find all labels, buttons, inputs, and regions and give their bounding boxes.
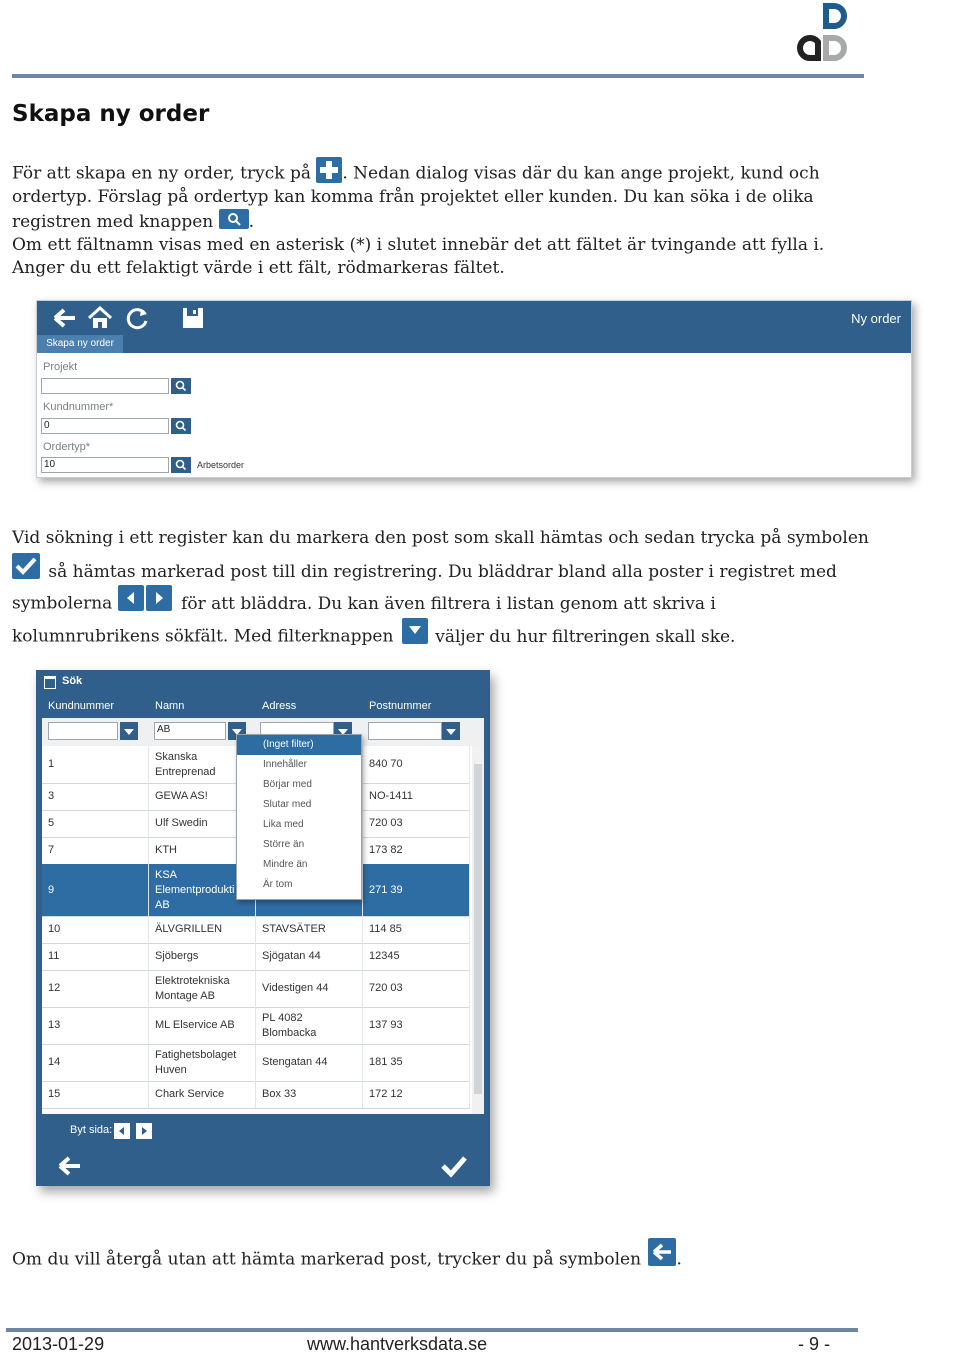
plus-icon: [316, 157, 342, 183]
pager-label: Byt sida:: [70, 1124, 113, 1136]
filter-menu-item[interactable]: Lika med: [263, 819, 304, 830]
page-title: Skapa ny order: [12, 101, 210, 127]
table-cell: 12345: [363, 943, 470, 970]
para2-text: kolumnrubrikens sökfält. Med filterknappen: [12, 626, 394, 647]
save-icon[interactable]: [181, 306, 205, 335]
refresh-icon[interactable]: [125, 306, 151, 335]
projekt-input[interactable]: [41, 378, 169, 394]
search-dialog-header: [36, 670, 490, 694]
pager-bar: [36, 1116, 490, 1146]
ordertyp-search-button[interactable]: [171, 457, 191, 473]
filter-menu-item[interactable]: Större än: [263, 839, 305, 850]
search-icon: [219, 209, 249, 229]
window-title: Ny order: [851, 311, 901, 326]
table-cell: Fatighetsbolaget Huven: [149, 1044, 256, 1081]
para1-line2: ordertyp. Förslag på ordertyp kan komma från projektet eller kunden. Du kan söka i de olika: [12, 187, 814, 207]
table-cell: Sjögatan 44: [256, 943, 363, 970]
para3-text: Om du vill återgå utan att hämta markerad post, trycker du på symbolen: [12, 1249, 642, 1270]
table-cell: KSA Elementprodukti AB: [149, 864, 256, 916]
table-cell: 5: [42, 810, 149, 837]
table-cell: 10: [42, 916, 149, 943]
table-cell: 173 82: [363, 837, 470, 864]
table-cell: 1: [42, 746, 149, 783]
filter-menu-item[interactable]: Innehåller: [263, 759, 307, 770]
filter-menu-item[interactable]: Slutar med: [263, 799, 312, 810]
back-arrow-icon[interactable]: [51, 307, 77, 334]
filter-input-kundnummer[interactable]: [48, 722, 118, 740]
previous-page-icon: [118, 585, 144, 611]
scrollbar-thumb[interactable]: [474, 764, 482, 1094]
table-cell: Elektrotekniska Montage AB: [149, 970, 256, 1007]
para1-line1: [12, 161, 820, 187]
previous-page-button[interactable]: [114, 1123, 130, 1139]
para2-text: för att bläddra. Du kan även filtrera i listan genom att skriva i: [181, 593, 716, 614]
filter-menu-item[interactable]: Är tom: [263, 879, 293, 890]
filter-dropdown-button[interactable]: [120, 722, 138, 740]
table-cell: 9: [42, 864, 149, 916]
footer-url[interactable]: www.hantverksdata.se: [307, 1334, 488, 1354]
table-cell: STAVSÄTER: [256, 916, 363, 943]
filter-menu-item[interactable]: Mindre än: [263, 859, 308, 870]
table-cell: 11: [42, 943, 149, 970]
column-header-postnummer[interactable]: Postnummer: [363, 694, 484, 718]
ordertyp-input[interactable]: 10: [41, 457, 169, 473]
footer-page-number: - 9 -: [798, 1334, 831, 1354]
table-cell: Ulf Swedin: [149, 810, 256, 837]
table-cell: 14: [42, 1044, 149, 1081]
footer-date: 2013-01-29: [12, 1334, 105, 1354]
table-row[interactable]: [42, 916, 470, 944]
table-cell: PL 4082 Blombacka: [256, 1007, 363, 1044]
filter-menu: [236, 734, 362, 900]
table-cell: Sjöbergs: [149, 943, 256, 970]
home-icon[interactable]: [87, 306, 113, 335]
checkmark-icon: [12, 553, 40, 579]
table-cell: NO-1411: [363, 783, 470, 810]
header-rule: [12, 74, 864, 78]
table-cell: 3: [42, 783, 149, 810]
table-cell: 172 12: [363, 1081, 470, 1108]
table-row[interactable]: [42, 970, 470, 1008]
table-row[interactable]: [42, 1007, 470, 1045]
table-cell: 137 93: [363, 1007, 470, 1044]
new-order-dialog-screenshot: [36, 300, 912, 478]
table-cell: 12: [42, 970, 149, 1007]
toolbar: [37, 301, 911, 353]
column-header-kundnummer[interactable]: Kundnummer: [42, 694, 149, 718]
table-cell: 181 35: [363, 1044, 470, 1081]
para2-text: väljer du hur filtreringen skall ske.: [435, 626, 736, 647]
para2-line2: [12, 559, 837, 585]
company-logo: [796, 2, 852, 62]
table-cell: ÄLVGRILLEN: [149, 916, 256, 943]
filter-menu-item[interactable]: Börjar med: [263, 779, 312, 790]
table-cell: 13: [42, 1007, 149, 1044]
table-row[interactable]: [42, 943, 470, 971]
table-cell: Chark Service: [149, 1081, 256, 1108]
back-arrow-icon[interactable]: [56, 1154, 82, 1183]
window-icon: [44, 676, 56, 689]
footer-rule: [6, 1328, 858, 1332]
search-dialog-title: Sök: [62, 675, 83, 687]
para1-line4: Om ett fältnamn visas med en asterisk (*) i slutet innebär det att fältet är tvingande att fylla i.: [12, 235, 825, 255]
para1-text: registren med knappen: [12, 212, 214, 232]
kundnummer-input[interactable]: 0: [41, 418, 169, 434]
table-cell: GEWA AS!: [149, 783, 256, 810]
confirm-checkmark-icon[interactable]: [440, 1154, 468, 1183]
table-cell: 7: [42, 837, 149, 864]
table-cell: Box 33: [256, 1081, 363, 1108]
table-row[interactable]: [42, 1044, 470, 1082]
table-cell: ML Elservice AB: [149, 1007, 256, 1044]
filter-input-namn[interactable]: AB: [154, 722, 226, 740]
table-cell: 15: [42, 1081, 149, 1108]
filter-input-postnummer[interactable]: [368, 722, 442, 740]
table-cell: Videstigen 44: [256, 970, 363, 1007]
tab-skapa-ny-order[interactable]: Skapa ny order: [37, 335, 123, 353]
vertical-scrollbar[interactable]: [472, 746, 484, 1114]
para2-line3: [12, 591, 716, 617]
para1-text: . Nedan dialog visas där du kan ange projekt, kund och: [342, 163, 820, 184]
back-arrow-icon: [648, 1238, 676, 1266]
table-row[interactable]: [42, 1081, 470, 1109]
filter-dropdown-button[interactable]: [442, 722, 460, 740]
para1-line5: Anger du ett felaktigt värde i ett fält, rödmarkeras fältet.: [12, 258, 505, 278]
column-header-adress[interactable]: Adress: [256, 694, 363, 718]
filter-menu-item[interactable]: (Inget filter): [237, 735, 361, 755]
para1-text: .: [248, 212, 255, 232]
table-cell: 840 70: [363, 746, 470, 783]
para3-line: [12, 1246, 682, 1274]
ordertyp-description: Arbetsorder: [197, 460, 245, 470]
table-cell: 114 85: [363, 916, 470, 943]
next-page-icon: [146, 585, 172, 611]
next-page-button[interactable]: [136, 1123, 152, 1139]
column-header-namn[interactable]: Namn: [149, 694, 256, 718]
para2-line1: Vid sökning i ett register kan du markera den post som skall hämtas och sedan trycka på symbolen: [12, 528, 869, 548]
para1-line3: [12, 210, 254, 234]
table-cell: KTH: [149, 837, 256, 864]
field-label-ordertyp: Ordertyp*: [43, 441, 91, 453]
table-cell: 720 03: [363, 810, 470, 837]
para3-end: .: [676, 1249, 682, 1270]
projekt-search-button[interactable]: [171, 378, 191, 394]
filter-icon: [402, 618, 428, 644]
table-cell: 271 39: [363, 864, 470, 916]
para2-text: symbolerna: [12, 593, 113, 614]
para2-line4: [12, 624, 735, 650]
table-cell: 720 03: [363, 970, 470, 1007]
table-cell: Stengatan 44: [256, 1044, 363, 1081]
table-cell: Skanska Entreprenad: [149, 746, 256, 783]
field-label-kundnummer: Kundnummer*: [43, 401, 114, 413]
bottom-toolbar: [36, 1146, 490, 1186]
para2-text: så hämtas markerad post till din registrering. Du bläddrar bland alla poster i registret med: [48, 561, 837, 582]
para1-text: För att skapa en ny order, tryck på: [12, 163, 311, 184]
field-label-projekt: Projekt: [43, 361, 78, 373]
kundnummer-search-button[interactable]: [171, 418, 191, 434]
